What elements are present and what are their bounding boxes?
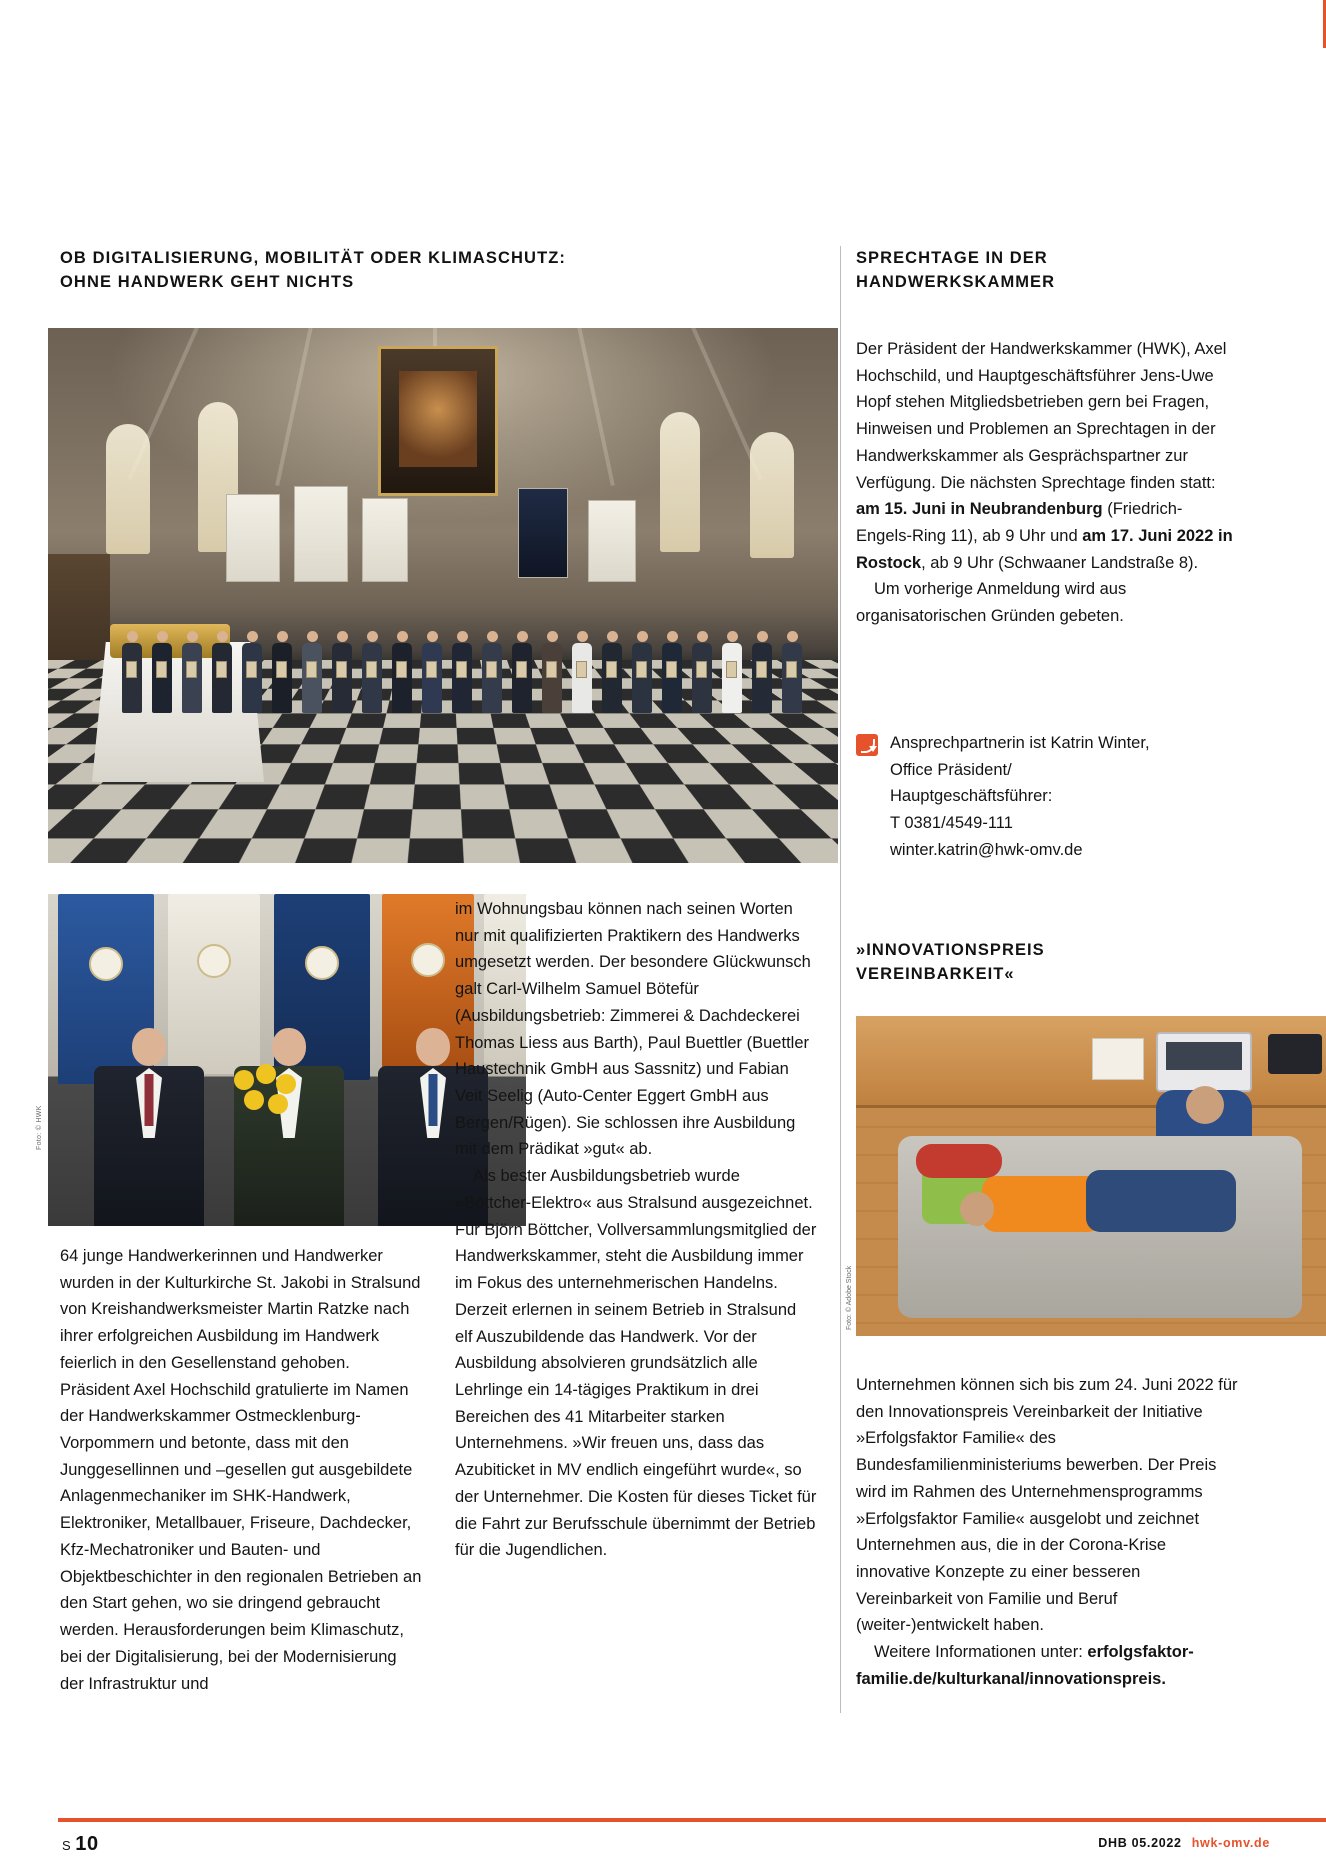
rail-heading2-line-2: VEREINBARKEIT« xyxy=(856,965,1015,984)
page-title xyxy=(60,246,680,295)
laptop-icon xyxy=(1156,1032,1252,1092)
contact-line-phone[interactable]: T 0381/4549-111 xyxy=(890,814,1013,833)
footer-accent-rule xyxy=(58,1818,1326,1822)
rail-heading2-line-1: »INNOVATIONSPREIS xyxy=(856,941,1045,959)
site-url[interactable]: hwk-omv.de xyxy=(1191,1836,1270,1850)
draped-table xyxy=(92,642,264,782)
date-rostock-detail: , ab 9 Uhr (Schwaaner Landstraße 8). xyxy=(921,553,1199,572)
page-number-block xyxy=(62,1833,99,1856)
exhibition-banner xyxy=(294,486,348,582)
exhibition-banner xyxy=(226,494,280,582)
headline-line-2: OHNE HANDWERK GEHT NICHTS xyxy=(60,273,355,292)
more-info-lead: Weitere Informationen unter: xyxy=(874,1643,1088,1662)
page-prefix: S xyxy=(62,1838,72,1853)
rail-body-sprechtage xyxy=(856,336,1238,630)
flower-bouquet xyxy=(230,1064,304,1130)
red-blanket xyxy=(916,1144,1002,1178)
contact-line-office: Office Präsident/ xyxy=(890,760,1012,779)
family-home-office-photo xyxy=(856,1016,1326,1336)
article-column-middle xyxy=(455,896,817,1564)
adult-lying xyxy=(1086,1170,1236,1232)
tablet-icon xyxy=(1268,1034,1322,1074)
person-head xyxy=(1186,1086,1224,1124)
article-paragraph: im Wohnungsbau können nach seinen Worten nur mit qualifizierten Praktikern des Handwerks umgesetzt werden. Der besondere Glückwunsch galt Carl-Wilhelm Samuel Bötefür (Ausbildungsbetrieb: Zimmerei & Dachdeckerei Thomas Liess aus Barth), Paul Buettler (Buettler Haustechnik GmbH aus Sassnitz) und Fabian Veit Seelig (Auto-Center Eggert GmbH aus Bergen/Rügen). Sie schlossen ihre Ausbildung mit dem Prädikat »gut« ab. xyxy=(455,900,811,1159)
rail-paragraph-anmeldung: Um vorherige Anmeldung wird aus organisatorischen Gründen gebeten. xyxy=(856,580,1127,626)
date-neubrandenburg-detail: (Friedrich-Engels-Ring 11), ab 9 Uhr und xyxy=(856,500,1183,546)
date-neubrandenburg: am 15. Juni in Neubrandenburg xyxy=(856,500,1103,519)
issue-label: DHB 05.2022 xyxy=(1098,1836,1182,1850)
rail-body-innovationspreis xyxy=(856,1372,1238,1693)
column-divider xyxy=(840,246,841,1713)
page-number: 10 xyxy=(75,1833,99,1855)
headline-line-1: OB DIGITALISIERUNG, MOBILITÄT ODER KLIMASCHUTZ: xyxy=(60,249,567,267)
group-photo-kulturkirche xyxy=(48,328,838,863)
altar-painting xyxy=(378,346,498,496)
photo-credit-right: Foto: © Adobe Stock xyxy=(846,1265,853,1330)
rail-paragraph-innovation: Unternehmen können sich bis zum 24. Juni 2022 für den Innovationspreis Vereinbarkeit der Initiative »Erfolgsfaktor Familie« des Bundesfamilienministeriums bewerben. Der Preis wird im Rahmen des Unternehmensprogramms »Erfolgsfaktor Familie« ausgelobt und zeichnet Unternehmen aus, die in der Corona-Krise innovative Konzepte zu einer besseren Vereinbarkeit von Familie und Beruf (weiter-)entwickelt haben. xyxy=(856,1376,1238,1635)
exhibition-banner xyxy=(362,498,408,582)
window-icon xyxy=(660,412,700,552)
child-lying xyxy=(982,1176,1102,1232)
contact-line-email[interactable]: winter.katrin@hwk-omv.de xyxy=(890,840,1083,859)
footer-meta xyxy=(1098,1836,1270,1850)
contact-line-name: Ansprechpartnerin ist Katrin Winter, xyxy=(890,734,1150,752)
article-paragraph: Als bester Ausbildungsbetrieb wurde »Böttcher-Elektro« aus Stralsund ausgezeichnet. Für Björn Böttcher, Vollversammlungsmitglied der Handwerkskammer, steht die Ausbildung immer im Fokus des unternehmerischen Handelns. Derzeit erlernen in seinem Betrieb in Stralsund elf Auszubildende das Handwerk. Vor der Ausbildung absolvieren grundsätzlich alle Lehrlinge ein 14-tägiges Praktikum in drei Bereichen des 41 Mitarbeiter starken Unternehmens. »Wir freuen uns, dass das Azubiticket in MV endlich eingeführt wurde«, so der Unternehmer. Die Kosten für dieses Ticket für die Fahrt zur Berufsschule übernimmt der Betrieb für die Jugendlichen. xyxy=(455,1167,817,1560)
contact-line-role: Hauptgeschäftsführer: xyxy=(890,787,1053,806)
rail-paragraph xyxy=(856,336,1238,576)
person-president xyxy=(94,1028,204,1226)
notebook-paper xyxy=(1092,1038,1144,1080)
exhibition-banner xyxy=(588,500,636,582)
exhibition-banner xyxy=(518,488,568,578)
date-rostock: am 17. Juni 2022 in Rostock xyxy=(856,527,1233,572)
more-info-url[interactable]: erfolgsfaktor-familie.de/kulturkanal/innovationspreis. xyxy=(856,1643,1194,1688)
window-icon xyxy=(750,432,794,558)
desk-surface xyxy=(856,1016,1326,1108)
rail-heading-line-2: HANDWERKSKAMMER xyxy=(856,273,1056,292)
article-paragraph: 64 junge Handwerkerinnen und Handwerker wurden in der Kulturkirche St. Jakobi in Stralsund von Kreishandwerksmeister Martin Ratzke nach ihrer erfolgreichen Ausbildung im Handwerk feierlich in den Gesellenstand gehoben. Präsident Axel Hochschild gratulierte im Namen der Handwerkskammer Ostmecklenburg-Vorpommern und betonte, dass mit den Junggesellinnen und –gesellen gut ausgebildete Anlagenmechaniker im SHK-Handwerk, Elektroniker, Metallbauer, Friseure, Dachdecker, Kfz-Mechatroniker und Bauten- und Objektbeschichter in den regionalen Betrieben an den Start gehen, wo sie dringend gebraucht werden. Herausforderungen beim Klimaschutz, bei der Digitalisierung, bei der Modernisierung der Infrastruktur und xyxy=(60,1247,422,1693)
rail-heading-innovationspreis xyxy=(856,938,1256,987)
rail-paragraph-intro: Der Präsident der Handwerkskammer (HWK), Axel Hochschild, und Hauptgeschäftsführer Jens-Uwe Hopf stehen Mitgliedsbetrieben gern bei Fragen, Hinweisen und Problemen an Sprechtagen in der Handwerkskammer als Gesprächspartner zur Verfügung. Die nächsten Sprechtage finden statt: xyxy=(856,340,1227,492)
article-column-left xyxy=(60,1243,422,1697)
arrow-badge-icon xyxy=(856,734,878,756)
contact-block xyxy=(856,730,1238,864)
rail-heading-line-1: SPRECHTAGE IN DER xyxy=(856,249,1048,267)
window-icon xyxy=(106,424,150,554)
photo-credit-main: Foto: © HWK xyxy=(36,1105,43,1150)
rail-heading-sprechtage xyxy=(856,246,1256,295)
child-head xyxy=(960,1192,994,1226)
